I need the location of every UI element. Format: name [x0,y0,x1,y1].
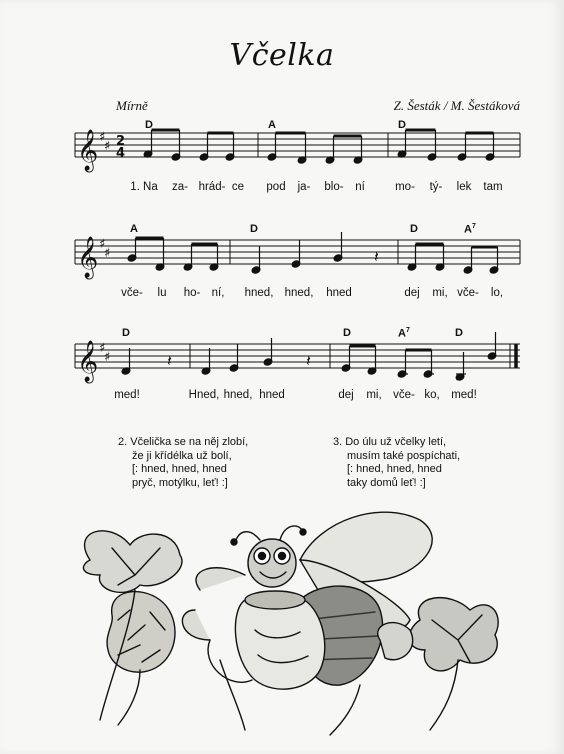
lyric-syllable: dej [338,389,354,401]
lyric-syllable: ho- [183,287,201,299]
lyric-syllable: hned, [284,287,314,299]
lyric-syllable: 1. Na [130,181,158,193]
lyric-syllable: mi, [432,287,448,299]
lyric-syllable: ní, [211,287,225,299]
lyric-syllable: mi, [366,389,382,401]
lyric-syllable: pod [266,181,286,193]
chord: D [250,223,258,235]
rest-icon: 𝄽 [374,247,379,266]
chord: A [130,223,138,235]
chord: $A^7$ [464,223,476,236]
lyric-syllable: ko, [424,389,440,401]
sharp-icon: ♯ [99,130,106,145]
authors: Z. Šesták / M. Šestáková [393,98,520,113]
treble-clef-icon: 𝄞 [77,341,99,382]
lyric-syllable: ce [231,181,245,193]
lyric-syllable: lo, [490,287,504,299]
lyric-syllable: lek [456,181,472,193]
sharp-icon: ♯ [99,237,106,252]
lyric-syllable: ja- [297,181,311,193]
lyric-syllable: ní [355,181,365,193]
lyric-syllable: vče- [121,287,143,299]
chord: D [122,327,130,339]
lyric-syllable: tý- [429,181,443,193]
sharp-icon: ♯ [99,341,106,356]
lyric-syllable: hned, [244,287,274,299]
lyric-syllable: hned [259,389,285,401]
verse-line: musím také pospíchati, [347,449,461,462]
rest-icon: 𝄽 [306,351,311,370]
tempo-marking: Mírně [116,98,148,113]
lyric-syllable: vče- [457,287,479,299]
verse-line: že ji křídélka už bolí, [132,449,232,462]
chord: D [145,119,153,131]
sharp-icon: ♯ [104,350,111,365]
lyric-syllable: vče- [393,389,415,401]
lyric-syllable: hned [326,287,352,299]
verse-line: pryč, motýlku, leť! :] [132,476,228,489]
verse-line: 3. Do úlu už včelky letí, [333,436,447,448]
lyric-syllable: za- [172,181,188,193]
lyric-syllable: med! [451,389,477,401]
chord: A [268,119,276,131]
verse-line: 2. Včelička se na něj zlobí, [118,436,249,448]
treble-clef-icon: 𝄞 [77,130,99,171]
verse-line: taky domů leť! :] [347,476,426,489]
lyric-syllable: blo- [324,181,344,193]
lyric-syllable: hned, [223,389,253,401]
chord: D [455,327,463,339]
chord: D [410,223,418,235]
sharp-icon: ♯ [104,139,111,154]
time-signature-top: 2 [116,134,126,149]
lyric-syllable: Hned, [188,389,220,401]
lyric-syllable: med! [114,389,140,401]
treble-clef-icon: 𝄞 [77,237,99,278]
song-title: Včelka [229,38,335,73]
chord: $A^7$ [398,327,410,340]
chord: D [343,327,351,339]
verse-line: [: hned, hned, hned [347,463,442,475]
time-signature-bottom: 4 [116,146,126,161]
lyric-syllable: mo- [395,181,415,193]
verse-line: [: hned, hned, hned [132,463,227,475]
lyric-syllable: hrád- [198,181,226,193]
sharp-icon: ♯ [104,246,111,261]
lyric-syllable: tam [483,181,503,193]
lyric-syllable: dej [404,287,420,299]
rest-icon: 𝄽 [167,351,172,370]
chord: D [398,119,406,131]
lyric-syllable: lu [157,287,167,299]
